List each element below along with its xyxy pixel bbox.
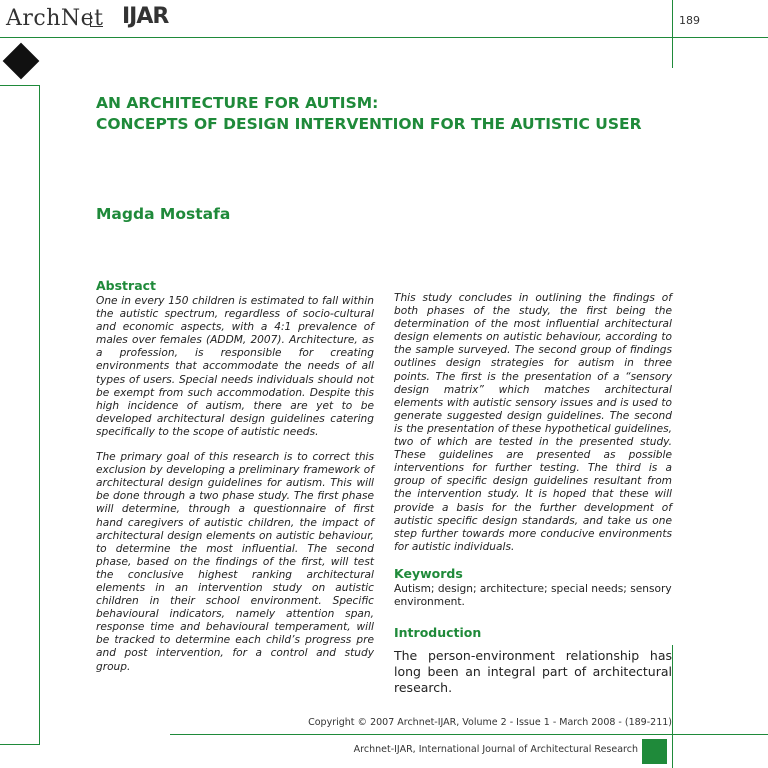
logo-corner-icon	[90, 12, 103, 27]
footer-divider	[170, 734, 768, 735]
right-rule-bottom	[672, 645, 673, 768]
copyright-notice: Copyright © 2007 Archnet-IJAR, Volume 2 - Issue 1 - March 2008 - (189-211)	[308, 717, 672, 728]
left-margin-frame	[0, 85, 40, 745]
diamond-icon	[3, 43, 40, 80]
keywords-heading: Keywords	[394, 565, 463, 581]
footer-square-icon	[642, 739, 667, 764]
keywords-text: Autism; design; architecture; special needs; sensory environment.	[394, 582, 672, 608]
right-column	[394, 292, 672, 696]
page-number: 189	[679, 14, 700, 27]
paper-title	[96, 93, 696, 135]
introduction-text: The person-environment relationship has long been an integral part of architectural research.	[394, 648, 672, 696]
header-divider	[0, 37, 768, 38]
title-line-1: AN ARCHITECTURE FOR AUTISM:	[96, 94, 379, 112]
left-column	[96, 278, 374, 686]
abstract-heading: Abstract	[96, 278, 157, 293]
journal-name: Archnet-IJAR, International Journal of Architectural Research	[353, 744, 638, 755]
archnet-logo: ArchNet	[6, 6, 104, 31]
author-name: Magda Mostafa	[96, 205, 231, 223]
abstract-paragraph-2: The primary goal of this research is to correct this exclusion by developing a preliminary framework of architectural design guidelines for autism. This will be done through a two phase study. The first phase will determine, through a questionnaire of first hand caregivers of autistic children, the impact of architectural design elements on autistic behaviour, to determine the most influential. The second phase, based on the findings of the first, will test the conclusive highest ranking architectural elements in an intervention study on autistic children in their school environment. Specific behavioural indicators, namely attention span, response time and behavioural temperament, will be tracked to determine each child’s progress pre and post intervention, for a control and study group.	[96, 451, 374, 673]
abstract-paragraph-3: This study concludes in outlining the findings of both phases of the study, the first being the determination of the most influential architectural design elements on autistic behaviour, according to the sample surveyed. The second group of findings outlines design strategies for autism in three points. The first is the presentation of a “sensory design matrix” which matches architectural elements with autistic sensory issues and is used to generate suggested design guidelines. The second is the presentation of these hypothetical guidelines, two of which are tested in the presented study. These guidelines are presented as possible interventions for further testing. The third is a group of specific design guidelines resultant from the intervention study. It is hoped that these will provide a basis for the further development of autistic specific design standards, and take us one step further towards more conducive environments for autistic individuals.	[394, 292, 672, 553]
abstract-paragraph-1: One in every 150 children is estimated to fall within the autistic spectrum, regardless of socio-cultural and economic aspects, with a 4:1 prevalence of males over females (ADDM, 2007). Architecture, as a profession, is responsible for creating environments that accommodate the needs of all types of users. Special needs individuals should not be exempt from such accommodation. Despite this high incidence of autism, there are yet to be developed architectural design guidelines catering specifically to the scope of autistic needs.	[96, 295, 374, 438]
title-line-2: CONCEPTS OF DESIGN INTERVENTION FOR THE AUTISTIC USER	[96, 115, 642, 133]
right-rule-top	[672, 0, 673, 68]
ijar-logo: IJAR	[122, 4, 169, 29]
introduction-heading: Introduction	[394, 625, 482, 641]
